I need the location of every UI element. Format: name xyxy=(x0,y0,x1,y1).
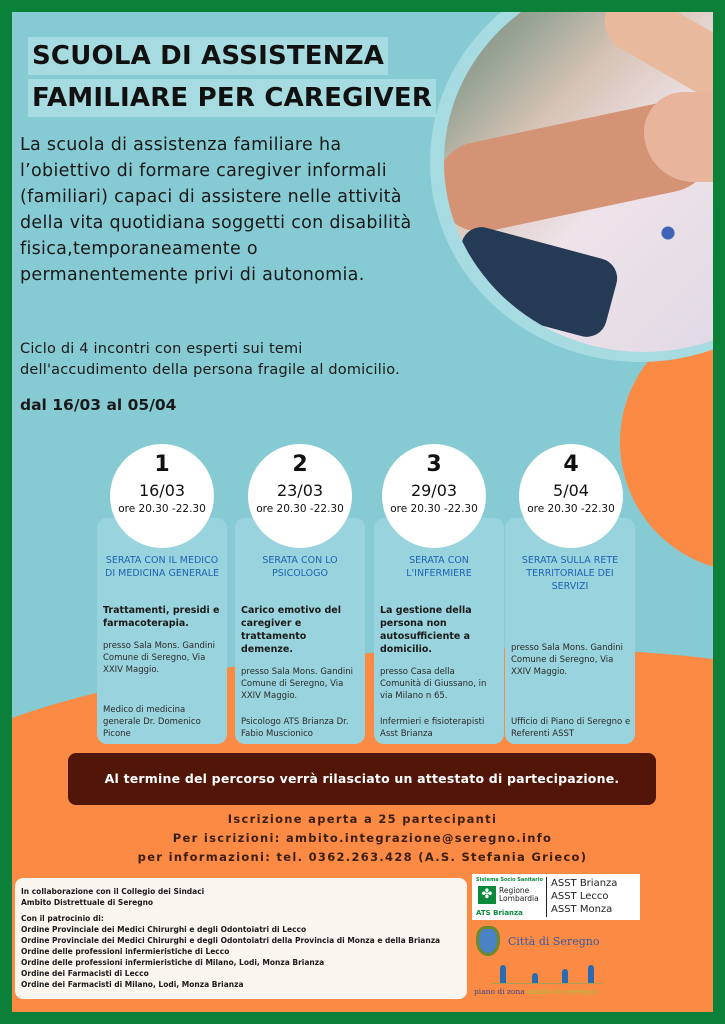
session-time: ore 20.30 -22.30 xyxy=(527,503,615,515)
session-expert: Psicologo ATS Brianza Dr. Fabio Muscionico xyxy=(241,717,349,739)
session-expert: Medico di medicina generale Dr. Domenico Picone xyxy=(103,705,201,739)
regione-lombardia-logo xyxy=(472,874,640,920)
session-card-3 xyxy=(374,518,504,744)
session-heading: SERATA CON L'INFERMIERE xyxy=(406,555,472,579)
session-date: 23/03 xyxy=(276,481,324,500)
session-place: presso Sala Mons. Gandini Comune di Seregno, Via XXIV Maggio. xyxy=(241,667,354,701)
region-line-2: Lombardia xyxy=(499,894,539,903)
certificate-banner: Al termine del percorso verrà rilasciato un attestato di partecipazione. xyxy=(68,753,656,805)
patronage-label: Con il patrocinio di: xyxy=(21,914,104,923)
session-time: ore 20.30 -22.30 xyxy=(118,503,206,515)
intro-text: La scuola di assistenza familiare ha l’obiettivo di formare caregiver informali (familiari) capaci di assistere nelle attività della vita quotidiana soggetti con disabilità fisica,temporaneamente o permanentemente privi di autonomia. xyxy=(20,135,412,285)
piano-di-zona-logo xyxy=(474,987,652,996)
title-line-1: SCUOLA DI ASSISTENZA xyxy=(28,37,388,75)
session-place: presso Sala Mons. Gandini Comune di Seregno, Via XXIV Maggio. xyxy=(511,643,624,677)
registration-email[interactable]: Per iscrizioni: ambito.integrazione@seregno.info xyxy=(172,831,553,845)
session-time: ore 20.30 -22.30 xyxy=(256,503,344,515)
collaboration-box xyxy=(15,878,467,999)
session-place: presso Casa della Comunità di Giussano, in via Milano n 65. xyxy=(380,667,487,701)
session-topic: Carico emotivo del caregiver e trattamento demenze. xyxy=(241,605,341,655)
session-number: 4 xyxy=(563,452,579,477)
city-crest-icon xyxy=(476,926,500,956)
session-topic: La gestione della persona non autosufficiente a domicilio. xyxy=(380,605,472,655)
session-date: 16/03 xyxy=(138,481,186,500)
patron-item: Ordine Provinciale dei Medici Chirurghi e degli Odontoiatri di Lecco xyxy=(21,925,307,934)
collab-line-2: Ambito Distrettuale di Seregno xyxy=(21,898,154,907)
session-card-1 xyxy=(97,518,227,744)
session-number: 3 xyxy=(426,452,442,477)
patron-item: Ordine Provinciale dei Medici Chirurghi e degli Odontoiatri della Provincia di Monza e della Brianza xyxy=(21,936,441,945)
title-line-2: FAMILIARE PER CAREGIVER xyxy=(28,79,436,117)
session-date: 29/03 xyxy=(410,481,458,500)
patron-item: Ordine dei Farmacisti di Lecco xyxy=(21,969,149,978)
patron-item: Ordine delle professioni infermieristiche di Lecco xyxy=(21,947,230,956)
session-number: 2 xyxy=(292,452,308,477)
session-topic: Trattamenti, presidi e farmacoterapia. xyxy=(103,605,220,629)
session-expert: Ufficio di Piano di Seregno e Referenti ASST xyxy=(511,717,631,739)
hands-together-photo xyxy=(444,12,713,352)
cycle-line-2: dell'accudimento della persona fragile al domicilio. xyxy=(20,362,400,378)
asst-label: ASST Brianza xyxy=(551,878,618,889)
session-badge-2 xyxy=(248,444,352,548)
page-title xyxy=(28,37,436,121)
session-card-4 xyxy=(505,518,635,744)
session-badge-3 xyxy=(382,444,486,548)
ats-label: ATS Brianza xyxy=(476,909,523,917)
collab-line-1: In collaborazione con il Collegio dei Sindaci xyxy=(21,887,205,896)
asst-label: ASST Monza xyxy=(551,904,613,915)
session-card-2 xyxy=(235,518,365,744)
lombardia-rose-icon: ✤ xyxy=(478,886,496,904)
session-place: presso Sala Mons. Gandini Comune di Seregno, Via XXIV Maggio. xyxy=(103,641,216,675)
session-expert: Infermieri e fisioterapisti Asst Brianza xyxy=(380,717,485,739)
session-badge-4 xyxy=(519,444,623,548)
period-dates: dal 16/03 al 05/04 xyxy=(20,396,177,414)
asst-label: ASST Lecco xyxy=(551,891,609,902)
sponsor-logos xyxy=(472,874,652,996)
piano-di-zona-figures-icon xyxy=(492,960,602,984)
session-badge-1 xyxy=(110,444,214,548)
registration-info xyxy=(12,810,713,867)
session-date: 5/04 xyxy=(553,481,589,500)
flyer xyxy=(12,12,713,1012)
patron-item: Ordine delle professioni infermieristiche di Milano, Lodi, Monza Brianza xyxy=(21,958,325,967)
city-name: Città di Seregno xyxy=(508,934,600,948)
session-heading: SERATA SULLA RETE TERRITORIALE DEI SERVIZI xyxy=(521,555,619,592)
seats-text: Iscrizione aperta a 25 partecipanti xyxy=(227,812,498,826)
plan-part-2: ambito di seregno xyxy=(527,987,596,996)
cycle-line-1: Ciclo di 4 incontri con esperti sui temi xyxy=(20,341,303,357)
cycle-description xyxy=(20,339,540,381)
patron-item: Ordine dei Farmacisti di Milano, Lodi, Monza Brianza xyxy=(21,980,244,989)
region-line-1: Regione xyxy=(499,886,530,895)
session-time: ore 20.30 -22.30 xyxy=(390,503,478,515)
session-heading: SERATA CON LO PSICOLOGO xyxy=(262,555,338,579)
plan-part-1: piano di zona xyxy=(474,987,525,996)
session-heading: SERATA CON IL MEDICO DI MEDICINA GENERALE xyxy=(105,555,219,579)
citta-di-seregno-logo xyxy=(472,926,652,956)
contact-phone[interactable]: per informazioni: tel. 0362.263.428 (A.S. Stefania Grieco) xyxy=(137,850,588,864)
session-number: 1 xyxy=(154,452,170,477)
system-label: Sistema Socio Sanitario xyxy=(476,877,543,883)
